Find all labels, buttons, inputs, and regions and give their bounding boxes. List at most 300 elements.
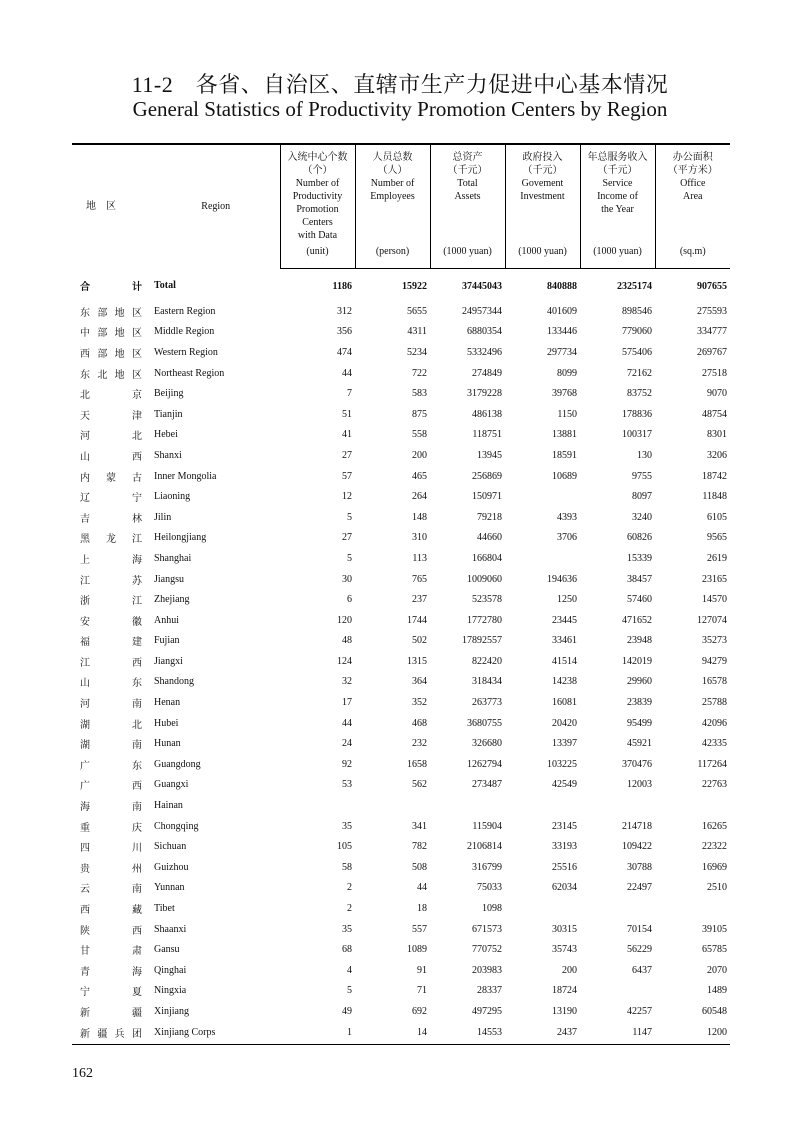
service-income-value: 898546	[622, 305, 652, 317]
unit-total-assets: (1000 yuan)	[430, 245, 505, 269]
region-name-cn: 广 西	[80, 781, 142, 793]
centers-value: 474	[337, 346, 352, 358]
centers-value: 51	[342, 408, 352, 420]
service-income-value: 12003	[627, 779, 652, 791]
service-income-value: 779060	[622, 326, 652, 338]
region-name-en: Tianjin	[154, 408, 183, 420]
government-investment-value	[505, 486, 580, 507]
region-name-cn: 云 南	[80, 884, 142, 896]
centers-value: 2	[347, 903, 352, 915]
employees-value: 264	[412, 491, 427, 503]
region-name-en: Ningxia	[154, 985, 187, 997]
employees-value: 71	[417, 985, 427, 997]
region-name-cn: 东北地区	[80, 369, 142, 381]
service-income-value: 56229	[627, 944, 652, 956]
total-assets-value: 1262794	[467, 758, 502, 770]
unit-centers: (unit)	[280, 245, 355, 269]
region-name-cn: 湖 南	[80, 740, 142, 752]
government-investment-value: 3706	[557, 532, 577, 544]
office-area-value: 269767	[697, 346, 727, 358]
government-investment-value: 16081	[552, 697, 577, 709]
employees-value: 18	[417, 903, 427, 915]
office-area-value: 39105	[702, 923, 727, 935]
region-name-cn: 内蒙古	[80, 472, 142, 484]
region-name-en: Hebei	[154, 429, 178, 441]
government-investment-value: 1250	[557, 594, 577, 606]
centers-value: 58	[342, 861, 352, 873]
centers-value: 17	[342, 697, 352, 709]
office-area-value: 18742	[702, 470, 727, 482]
table-row	[72, 404, 730, 425]
service-income-value: 6437	[632, 964, 652, 976]
government-investment-value: 33461	[552, 635, 577, 647]
employees-value: 200	[412, 449, 427, 461]
office-area-value: 35273	[702, 635, 727, 647]
table-row	[72, 692, 730, 713]
table-row-total	[72, 269, 730, 302]
region-name-cn: 浙 江	[80, 596, 142, 608]
total-assets-value: 822420	[472, 655, 502, 667]
region-name-en: Shanxi	[154, 449, 182, 461]
table-row	[72, 445, 730, 466]
header-centers: 入统中心个数 （个） Number of Productivity Promotion Centers with Data	[280, 144, 355, 245]
region-name-en: Guizhou	[154, 861, 189, 873]
region-name-cn: 新疆兵团	[72, 1022, 152, 1045]
service-income-value: 83752	[627, 388, 652, 400]
centers-value	[280, 795, 355, 816]
region-name-en: Jiangxi	[154, 655, 183, 667]
government-investment-value: 194636	[547, 573, 577, 585]
employees-value: 91	[417, 964, 427, 976]
region-name-en: Jilin	[154, 511, 172, 523]
total-assets-value: 150971	[472, 491, 502, 503]
table-row	[72, 836, 730, 857]
table-row	[72, 754, 730, 775]
office-area-value: 275593	[697, 305, 727, 317]
office-area-value: 11848	[702, 491, 727, 503]
centers-value: 1186	[332, 280, 352, 292]
total-assets-value: 13945	[477, 449, 502, 461]
region-name-en: Anhui	[154, 614, 179, 626]
table-row	[72, 425, 730, 446]
total-assets-value: 14553	[430, 1022, 505, 1045]
government-investment-value: 35743	[552, 944, 577, 956]
table-row	[72, 631, 730, 652]
service-income-value: 3240	[632, 511, 652, 523]
table-row	[72, 919, 730, 940]
service-income-value: 42257	[627, 1005, 652, 1017]
office-area-value: 60548	[702, 1005, 727, 1017]
region-name-cn: 黑龙江	[80, 534, 142, 546]
centers-value: 35	[342, 923, 352, 935]
region-name-cn: 甘 肃	[80, 946, 142, 958]
office-area-value: 65785	[702, 944, 727, 956]
centers-value: 120	[337, 614, 352, 626]
region-name-cn: 西 藏	[80, 905, 142, 917]
employees-value: 508	[412, 861, 427, 873]
government-investment-value: 10689	[552, 470, 577, 482]
employees-value: 468	[412, 717, 427, 729]
service-income-value: 142019	[622, 655, 652, 667]
office-area-value: 8301	[707, 429, 727, 441]
office-area-value	[655, 898, 730, 919]
employees-value: 352	[412, 697, 427, 709]
table-row	[72, 548, 730, 569]
centers-value: 92	[342, 758, 352, 770]
office-area-value: 1489	[707, 985, 727, 997]
office-area-value: 16578	[702, 676, 727, 688]
table-row	[72, 775, 730, 796]
unit-government-investment: (1000 yuan)	[505, 245, 580, 269]
total-assets-value: 273487	[472, 779, 502, 791]
table-row	[72, 610, 730, 631]
region-name-cn: 天 津	[80, 410, 142, 422]
table-row	[72, 960, 730, 981]
table-row	[72, 1022, 730, 1045]
employees-value: 310	[412, 532, 427, 544]
region-name-en: Shanghai	[154, 552, 192, 564]
service-income-value: 471652	[622, 614, 652, 626]
region-name-cn: 北 京	[80, 390, 142, 402]
government-investment-value	[505, 898, 580, 919]
region-name-cn: 福 建	[80, 637, 142, 649]
region-name-cn: 四 川	[80, 843, 142, 855]
government-investment-value: 103225	[547, 758, 577, 770]
table-row	[72, 713, 730, 734]
region-name-en: Shaanxi	[154, 923, 187, 935]
region-name-cn: 陕 西	[80, 925, 142, 937]
total-assets-value: 671573	[472, 923, 502, 935]
government-investment-value: 39768	[552, 388, 577, 400]
centers-value: 5	[347, 511, 352, 523]
region-name-cn: 江 苏	[80, 575, 142, 587]
statistics-table	[72, 143, 730, 1045]
service-income-value: 109422	[622, 841, 652, 853]
centers-value: 48	[342, 635, 352, 647]
government-investment-value: 13397	[552, 738, 577, 750]
header-region-en: Region	[152, 144, 280, 269]
centers-value: 49	[342, 1005, 352, 1017]
header-employees: 人员总数 （人） Number of Employees	[355, 144, 430, 245]
region-name-cn: 重 庆	[80, 822, 142, 834]
region-name-cn: 宁 夏	[80, 987, 142, 999]
region-name-cn: 东部地区	[80, 307, 142, 319]
total-assets-value: 263773	[472, 697, 502, 709]
centers-value: 7	[347, 388, 352, 400]
government-investment-value: 18724	[552, 985, 577, 997]
centers-value: 68	[342, 944, 352, 956]
employees-value: 562	[412, 779, 427, 791]
title-english: General Statistics of Productivity Promotion Centers by Region	[132, 97, 668, 121]
region-name-cn: 吉 林	[80, 513, 142, 525]
region-name-cn: 江 西	[80, 657, 142, 669]
service-income-value: 95499	[627, 717, 652, 729]
government-investment-value: 23445	[552, 614, 577, 626]
total-assets-value: 1098	[482, 903, 502, 915]
centers-value: 44	[342, 367, 352, 379]
total-assets-value	[430, 795, 505, 816]
employees-value: 232	[412, 738, 427, 750]
office-area-value: 3206	[707, 449, 727, 461]
region-name-en: Eastern Region	[154, 305, 216, 317]
centers-value: 44	[342, 717, 352, 729]
table-row	[72, 569, 730, 590]
office-area-value: 22322	[702, 841, 727, 853]
total-assets-value: 75033	[477, 882, 502, 894]
centers-value: 4	[347, 964, 352, 976]
region-name-en: Chongqing	[154, 820, 199, 832]
government-investment-value: 18591	[552, 449, 577, 461]
service-income-value: 214718	[622, 820, 652, 832]
centers-value: 1	[280, 1022, 355, 1045]
total-assets-value: 166804	[472, 552, 502, 564]
employees-value: 875	[412, 408, 427, 420]
total-assets-value: 3179228	[467, 388, 502, 400]
total-assets-value: 115904	[472, 820, 502, 832]
office-area-value: 22763	[702, 779, 727, 791]
centers-value: 5	[347, 552, 352, 564]
centers-value: 32	[342, 676, 352, 688]
employees-value: 44	[417, 882, 427, 894]
region-name-en: Tibet	[154, 903, 175, 915]
region-name-en: Liaoning	[154, 491, 191, 503]
table-row	[72, 528, 730, 549]
table-row	[72, 898, 730, 919]
table-row	[72, 733, 730, 754]
centers-value: 24	[342, 738, 352, 750]
region-name-cn: 合 计	[80, 282, 142, 294]
total-assets-value: 79218	[477, 511, 502, 523]
employees-value: 692	[412, 1005, 427, 1017]
table-row	[72, 301, 730, 322]
office-area-value: 42335	[702, 738, 727, 750]
region-name-cn: 河 南	[80, 699, 142, 711]
page-number: 162	[72, 1066, 93, 1081]
region-name-en: Guangdong	[154, 758, 201, 770]
centers-value: 312	[337, 305, 352, 317]
region-name-cn: 海 南	[80, 802, 142, 814]
government-investment-value: 42549	[552, 779, 577, 791]
table-row	[72, 795, 730, 816]
office-area-value	[655, 795, 730, 816]
unit-employees: (person)	[355, 245, 430, 269]
office-area-value: 127074	[697, 614, 727, 626]
service-income-value: 8097	[632, 491, 652, 503]
table-row	[72, 651, 730, 672]
service-income-value: 22497	[627, 882, 652, 894]
employees-value: 782	[412, 841, 427, 853]
total-assets-value: 24957344	[462, 305, 502, 317]
employees-value: 4311	[407, 326, 427, 338]
table-row	[72, 486, 730, 507]
government-investment-value: 200	[562, 964, 577, 976]
government-investment-value: 1150	[557, 408, 577, 420]
unit-service-income: (1000 yuan)	[580, 245, 655, 269]
total-assets-value: 5332496	[467, 346, 502, 358]
government-investment-value: 133446	[547, 326, 577, 338]
office-area-value: 2510	[707, 882, 727, 894]
title-chinese: 11-2 各省、自治区、直辖市生产力促进中心基本情况	[131, 72, 669, 97]
total-assets-value: 318434	[472, 676, 502, 688]
employees-value: 5234	[407, 346, 427, 358]
service-income-value: 1147	[580, 1022, 655, 1045]
total-assets-value: 6880354	[467, 326, 502, 338]
total-assets-value: 497295	[472, 1005, 502, 1017]
service-income-value: 100317	[622, 429, 652, 441]
table-body	[72, 269, 730, 1045]
region-name-cn: 河 北	[80, 431, 142, 443]
employees-value: 765	[412, 573, 427, 585]
employees-value: 557	[412, 923, 427, 935]
region-name-en: Henan	[154, 697, 181, 709]
centers-value: 2	[347, 882, 352, 894]
region-name-cn: 湖 北	[80, 719, 142, 731]
region-name-cn: 山 西	[80, 451, 142, 463]
government-investment-value: 30315	[552, 923, 577, 935]
government-investment-value: 20420	[552, 717, 577, 729]
employees-value: 237	[412, 594, 427, 606]
government-investment-value: 23145	[552, 820, 577, 832]
region-name-en: Qinghai	[154, 964, 187, 976]
government-investment-value: 297734	[547, 346, 577, 358]
table-row	[72, 589, 730, 610]
total-assets-value: 37445043	[462, 280, 502, 292]
centers-value: 27	[342, 532, 352, 544]
total-assets-value: 3680755	[467, 717, 502, 729]
employees-value: 502	[412, 635, 427, 647]
region-name-en: Sichuan	[154, 841, 187, 853]
region-name-cn: 安 徽	[80, 616, 142, 628]
employees-value	[355, 795, 430, 816]
employees-value: 465	[412, 470, 427, 482]
region-name-en: Western Region	[154, 346, 218, 358]
region-name-en: Yunnan	[154, 882, 185, 894]
total-assets-value: 2106814	[467, 841, 502, 853]
office-area-value: 9565	[707, 532, 727, 544]
region-name-en: Beijing	[154, 388, 184, 400]
service-income-value: 23839	[627, 697, 652, 709]
service-income-value: 72162	[627, 367, 652, 379]
employees-value: 113	[412, 552, 427, 564]
region-name-cn: 辽 宁	[80, 493, 142, 505]
centers-value: 12	[342, 491, 352, 503]
region-name-en: Middle Region	[154, 326, 215, 338]
total-assets-value: 118751	[472, 429, 502, 441]
centers-value: 41	[342, 429, 352, 441]
region-name-en: Total	[154, 280, 176, 292]
office-area-value: 16265	[702, 820, 727, 832]
government-investment-value: 14238	[552, 676, 577, 688]
employees-value: 1315	[407, 655, 427, 667]
employees-value: 1658	[407, 758, 427, 770]
table-row	[72, 816, 730, 837]
centers-value: 105	[337, 841, 352, 853]
header-region-cn: 地 区	[72, 144, 152, 269]
region-name-cn: 新 疆	[80, 1007, 142, 1019]
total-assets-value: 1772780	[467, 614, 502, 626]
office-area-value: 117264	[697, 758, 727, 770]
government-investment-value	[505, 795, 580, 816]
service-income-value	[580, 898, 655, 919]
region-name-en: Inner Mongolia	[154, 470, 217, 482]
employees-value: 15922	[402, 280, 427, 292]
total-assets-value: 316799	[472, 861, 502, 873]
region-name-en: Xinjiang	[154, 1005, 189, 1017]
total-assets-value: 486138	[472, 408, 502, 420]
government-investment-value: 25516	[552, 861, 577, 873]
service-income-value: 57460	[627, 594, 652, 606]
employees-value: 364	[412, 676, 427, 688]
total-assets-value: 326680	[472, 738, 502, 750]
total-assets-value: 256869	[472, 470, 502, 482]
government-investment-value: 13190	[552, 1005, 577, 1017]
table-row	[72, 672, 730, 693]
office-area-value: 94279	[702, 655, 727, 667]
table-row	[72, 1001, 730, 1022]
employees-value: 722	[412, 367, 427, 379]
table-row	[72, 981, 730, 1002]
centers-value: 5	[347, 985, 352, 997]
region-name-cn: 青 海	[80, 966, 142, 978]
table-row	[72, 507, 730, 528]
government-investment-value: 401609	[547, 305, 577, 317]
region-name-en: Shandong	[154, 676, 194, 688]
header-government-investment: 政府投入 （千元） Govement Investment	[505, 144, 580, 245]
table-row	[72, 363, 730, 384]
header-service-income: 年总服务收入 （千元） Service Income of the Year	[580, 144, 655, 245]
region-name-en: Fujian	[154, 635, 180, 647]
table-row	[72, 857, 730, 878]
service-income-value: 30788	[627, 861, 652, 873]
table-row	[72, 383, 730, 404]
region-name-en: Hainan	[154, 800, 183, 812]
total-assets-value: 274849	[472, 367, 502, 379]
office-area-value: 48754	[702, 408, 727, 420]
unit-office-area: (sq.m)	[655, 245, 730, 269]
employees-value: 1744	[407, 614, 427, 626]
region-name-en: Zhejiang	[154, 594, 190, 606]
office-area-value: 23165	[702, 573, 727, 585]
office-area-value: 2070	[707, 964, 727, 976]
total-assets-value: 770752	[472, 944, 502, 956]
region-name-en: Jiangsu	[154, 573, 184, 585]
total-assets-value: 17892557	[462, 635, 502, 647]
centers-value: 356	[337, 326, 352, 338]
table-row	[72, 878, 730, 899]
government-investment-value: 41514	[552, 655, 577, 667]
office-area-value: 1200	[655, 1022, 730, 1045]
total-assets-value: 1009060	[467, 573, 502, 585]
region-name-cn: 西部地区	[80, 348, 142, 360]
service-income-value: 2325174	[617, 280, 652, 292]
centers-value: 124	[337, 655, 352, 667]
service-income-value: 15339	[627, 552, 652, 564]
table-row	[72, 342, 730, 363]
government-investment-value: 2437	[505, 1022, 580, 1045]
total-assets-value: 28337	[477, 985, 502, 997]
government-investment-value: 33193	[552, 841, 577, 853]
office-area-value: 16969	[702, 861, 727, 873]
service-income-value: 29960	[627, 676, 652, 688]
region-name-en: Hunan	[154, 738, 181, 750]
service-income-value: 60826	[627, 532, 652, 544]
table-row	[72, 322, 730, 343]
employees-value: 558	[412, 429, 427, 441]
service-income-value: 130	[637, 449, 652, 461]
office-area-value: 9070	[707, 388, 727, 400]
service-income-value	[580, 981, 655, 1002]
region-name-cn: 贵 州	[80, 863, 142, 875]
